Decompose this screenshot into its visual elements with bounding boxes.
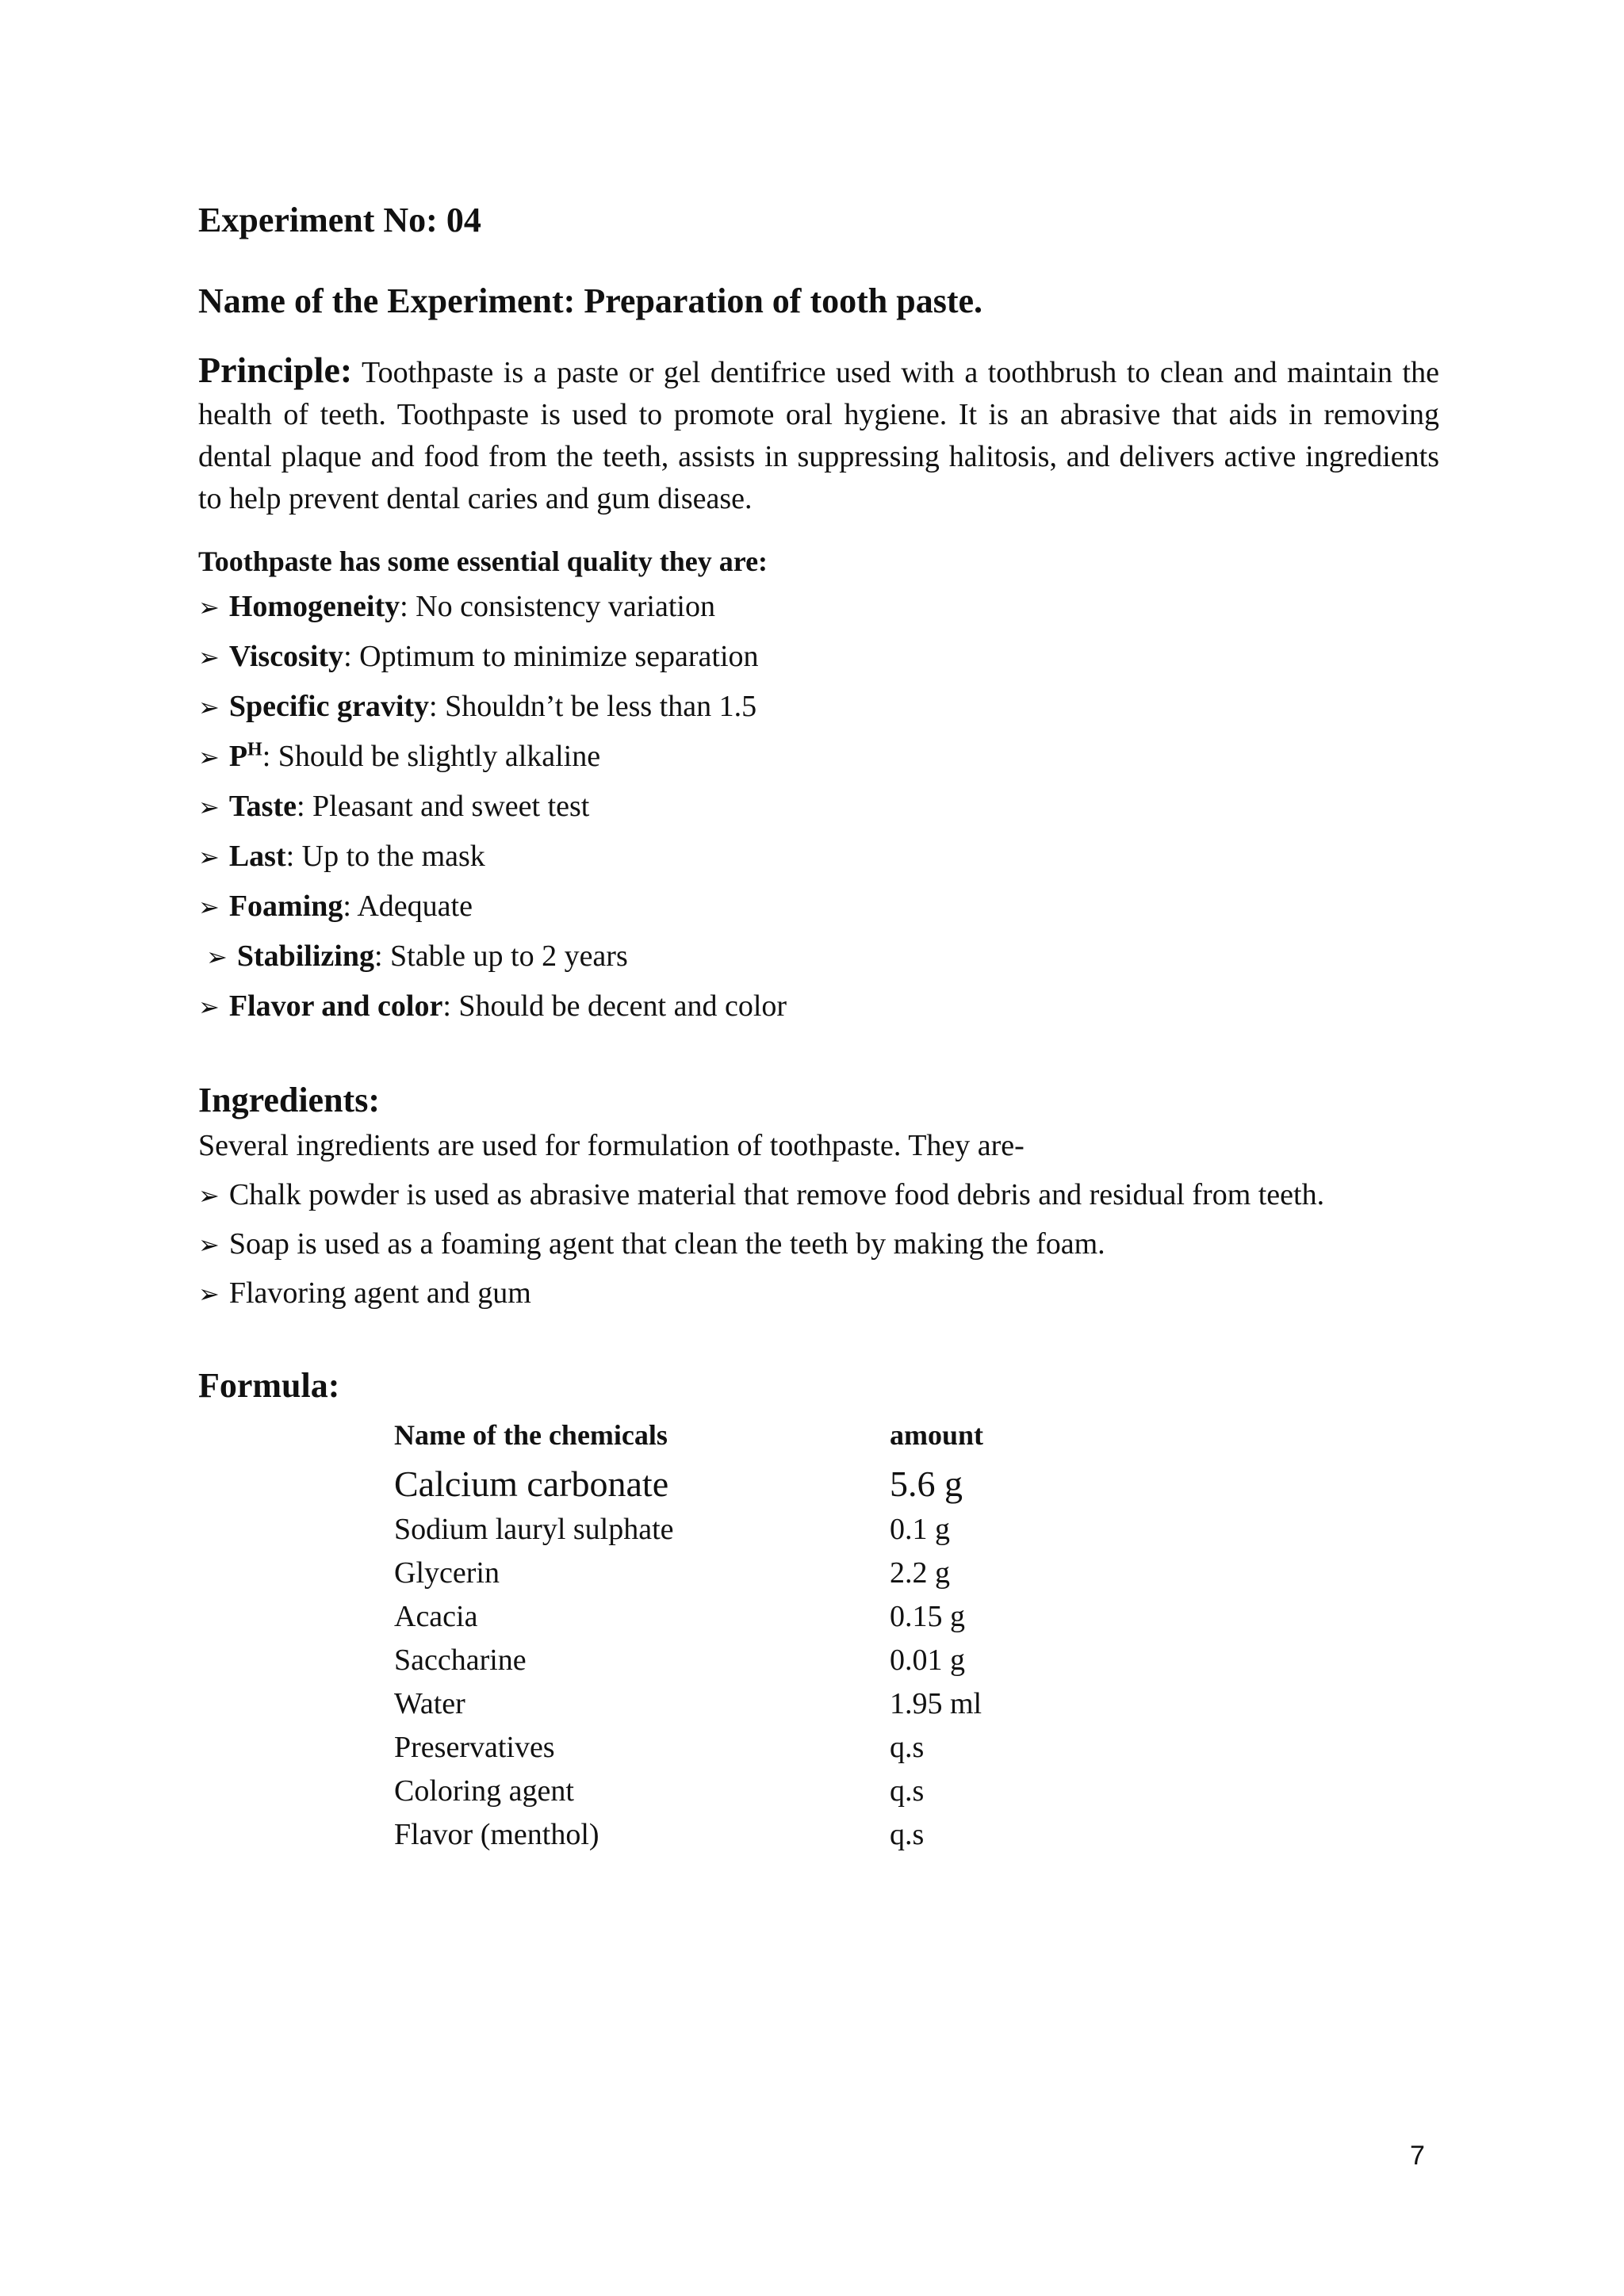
chemical-amount: 0.1 g (890, 1513, 950, 1546)
page-number: 7 (1410, 2141, 1425, 2171)
quality-name: Foaming (228, 890, 343, 923)
principle-paragraph (198, 349, 1439, 520)
ingredient-text: Soap is used as a foaming agent that clean the teeth by making the foam. (228, 1227, 1105, 1261)
arrow-bullet-icon: ➢ (198, 892, 220, 922)
experiment-number: Experiment No: 04 (198, 201, 481, 239)
quality-list (198, 587, 787, 1036)
quality-text: : Pleasant and sweet test (296, 790, 590, 823)
quality-text: : Shouldn’t be less than 1.5 (429, 690, 757, 723)
column-header-chemical: Name of the chemicals (394, 1419, 668, 1451)
formula-row (394, 1770, 983, 1813)
quality-text: : Up to the mask (285, 840, 485, 873)
quality-name: Taste (228, 790, 297, 823)
column-header-amount: amount (890, 1419, 984, 1451)
arrow-bullet-icon: ➢ (198, 1181, 220, 1211)
quality-name: Last (228, 840, 286, 873)
quality-item (198, 786, 787, 836)
chemical-amount: 0.15 g (890, 1600, 965, 1633)
chemical-amount: q.s (890, 1774, 925, 1808)
quality-name: Viscosity (228, 640, 344, 673)
quality-name: Homogeneity (228, 590, 400, 623)
chemical-amount: q.s (890, 1818, 925, 1851)
chemical-amount: 0.01 g (890, 1644, 965, 1677)
formula-table (394, 1411, 983, 1857)
quality-item (198, 836, 787, 886)
quality-text: : Stable up to 2 years (373, 939, 628, 973)
arrow-bullet-icon: ➢ (198, 592, 220, 622)
quality-text: : No consistency variation (400, 590, 715, 623)
formula-header-row (394, 1411, 983, 1459)
quality-name: Flavor and color (228, 989, 443, 1023)
ingredient-item (198, 1175, 1324, 1224)
quality-text: : Optimum to minimize separation (343, 640, 759, 673)
ingredient-item (198, 1224, 1324, 1273)
formula-row (394, 1813, 983, 1857)
formula-row (394, 1508, 983, 1552)
arrow-bullet-icon: ➢ (198, 742, 220, 772)
quality-superscript: H (247, 739, 262, 760)
quality-heading: Toothpaste has some essential quality they are: (198, 545, 768, 577)
quality-text: : Adequate (343, 890, 473, 923)
arrow-bullet-icon: ➢ (198, 792, 220, 822)
ingredients-list (198, 1175, 1324, 1322)
quality-text: : Should be slightly alkaline (262, 740, 601, 773)
chemical-name: Coloring agent (394, 1774, 574, 1808)
chemical-name: Preservatives (394, 1731, 555, 1764)
chemical-amount: 2.2 g (890, 1556, 950, 1590)
ingredient-item (198, 1273, 1324, 1322)
formula-row (394, 1459, 983, 1508)
arrow-bullet-icon: ➢ (198, 642, 220, 672)
chemical-name: Flavor (menthol) (394, 1818, 599, 1851)
quality-item (198, 936, 787, 986)
formula-heading: Formula: (198, 1366, 340, 1405)
principle-text: Toothpaste is a paste or gel dentifrice used with a toothbrush to clean and maintain the health of teeth. Toothpaste is used to promote oral hygiene. It is an abrasive that aids in removing dental plaque and food from the teeth, assists in suppressing halitosis, and delivers active ingredients to help prevent dental caries and gum disease. (198, 356, 1439, 515)
arrow-bullet-icon: ➢ (198, 842, 220, 872)
chemical-name: Sodium lauryl sulphate (394, 1513, 674, 1546)
quality-item (198, 687, 787, 737)
quality-item (198, 587, 787, 637)
chemical-amount: 5.6 g (890, 1463, 963, 1504)
formula-row (394, 1639, 983, 1682)
formula-row (394, 1552, 983, 1595)
ingredients-intro: Several ingredients are used for formulation of toothpaste. They are- (198, 1129, 1025, 1162)
formula-row (394, 1682, 983, 1726)
quality-item (198, 986, 787, 1036)
experiment-name: Name of the Experiment: Preparation of tooth paste. (198, 281, 983, 320)
arrow-bullet-icon: ➢ (198, 692, 220, 722)
chemical-amount: 1.95 ml (890, 1687, 982, 1720)
quality-item (198, 737, 787, 786)
quality-item (198, 886, 787, 936)
quality-name: P (228, 740, 248, 773)
quality-name: Specific gravity (228, 690, 430, 723)
chemical-amount: q.s (890, 1731, 925, 1764)
chemical-name: Acacia (394, 1600, 478, 1633)
arrow-bullet-icon: ➢ (198, 992, 220, 1022)
quality-name: Stabilizing (236, 939, 374, 973)
formula-row (394, 1595, 983, 1639)
quality-text: : Should be decent and color (442, 989, 787, 1023)
chemical-name: Water (394, 1687, 465, 1720)
quality-item (198, 637, 787, 687)
chemical-name: Glycerin (394, 1556, 500, 1590)
arrow-bullet-icon: ➢ (198, 1230, 220, 1260)
ingredient-text: Chalk powder is used as abrasive material that remove food debris and residual from teeth. (228, 1178, 1325, 1211)
formula-row (394, 1726, 983, 1770)
ingredient-text: Flavoring agent and gum (228, 1276, 531, 1310)
chemical-name: Saccharine (394, 1644, 527, 1677)
arrow-bullet-icon: ➢ (198, 1279, 220, 1309)
arrow-bullet-icon: ➢ (206, 942, 228, 972)
principle-label: Principle: (198, 350, 353, 390)
chemical-name: Calcium carbonate (394, 1463, 669, 1504)
ingredients-heading: Ingredients: (198, 1081, 380, 1119)
